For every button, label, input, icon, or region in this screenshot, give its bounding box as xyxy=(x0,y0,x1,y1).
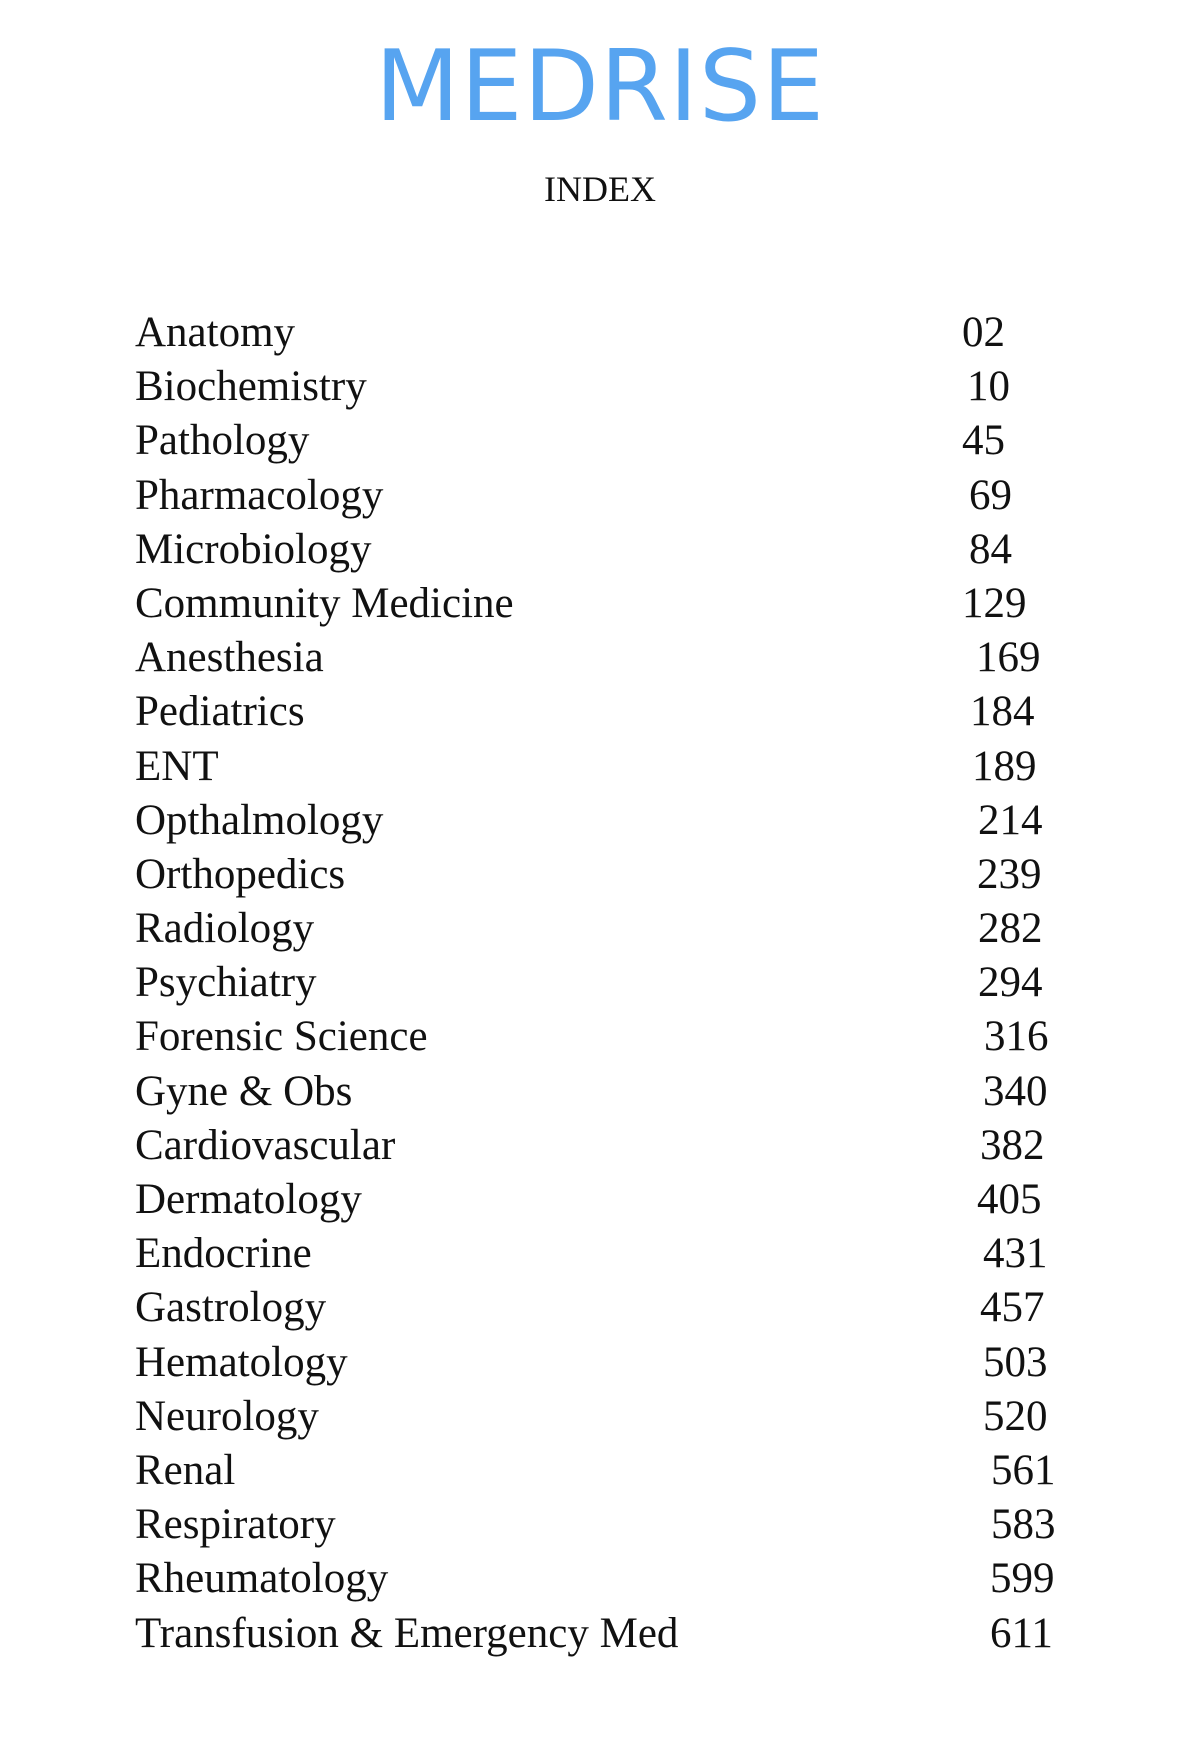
index-page-number: 405 xyxy=(977,1176,1042,1223)
index-subject: Respiratory xyxy=(135,1501,336,1549)
index-row xyxy=(135,685,1095,739)
index-row xyxy=(135,1119,1095,1173)
index-subject: Forensic Science xyxy=(135,1013,428,1061)
index-list xyxy=(135,306,1095,1661)
index-row xyxy=(135,1010,1095,1064)
index-page-number: 214 xyxy=(978,796,1043,844)
index-subject: Neurology xyxy=(135,1392,319,1440)
index-row xyxy=(135,1173,1095,1227)
index-subject: Biochemistry xyxy=(135,363,367,411)
index-row xyxy=(135,1498,1095,1552)
index-row xyxy=(135,306,1095,360)
index-row xyxy=(135,848,1095,902)
index-page-number: 169 xyxy=(976,634,1041,682)
index-heading: INDEX xyxy=(544,169,656,209)
index-row xyxy=(135,631,1095,685)
index-row xyxy=(135,1607,1095,1661)
index-row xyxy=(135,577,1095,631)
index-row xyxy=(135,1281,1095,1335)
index-row xyxy=(135,1336,1095,1390)
index-page-number: 239 xyxy=(977,850,1042,898)
index-subject: ENT xyxy=(135,742,219,790)
index-subject: Orthopedics xyxy=(135,850,346,898)
index-page-number: 340 xyxy=(983,1067,1048,1115)
index-subject: Microbiology xyxy=(135,525,372,573)
index-row xyxy=(135,469,1095,523)
index-subject: Psychiatry xyxy=(135,959,317,1007)
index-subject: Endocrine xyxy=(135,1230,312,1278)
index-subject: Gyne & Obs xyxy=(135,1067,353,1115)
index-page-number: 457 xyxy=(980,1284,1045,1332)
index-page-number: 45 xyxy=(962,417,1005,465)
index-row xyxy=(135,523,1095,577)
index-row xyxy=(135,1444,1095,1498)
index-page-number: 184 xyxy=(970,688,1035,736)
index-subject: Radiology xyxy=(135,905,315,953)
index-page-number: 520 xyxy=(983,1392,1048,1440)
index-subject: Hematology xyxy=(135,1338,348,1386)
index-subject: Anesthesia xyxy=(135,634,324,682)
index-page-number: 129 xyxy=(962,579,1027,627)
index-page-number: 503 xyxy=(983,1338,1048,1386)
index-row xyxy=(135,956,1095,1010)
index-subject: Anatomy xyxy=(135,309,296,356)
index-subject: Dermatology xyxy=(135,1176,362,1223)
index-subject: Gastrology xyxy=(135,1284,327,1332)
index-page-number: 561 xyxy=(991,1446,1056,1494)
index-row xyxy=(135,902,1095,956)
index-subject: Pathology xyxy=(135,417,310,465)
index-row xyxy=(135,360,1095,414)
index-row xyxy=(135,740,1095,794)
index-page-number: 382 xyxy=(980,1121,1045,1169)
index-page-number: 316 xyxy=(984,1013,1049,1061)
index-subject: Renal xyxy=(135,1446,236,1494)
index-row xyxy=(135,1065,1095,1119)
index-subject: Rheumatology xyxy=(135,1555,389,1603)
index-subject: Opthalmology xyxy=(135,796,384,844)
index-page-number: 69 xyxy=(969,471,1012,519)
index-subject: Pediatrics xyxy=(135,688,305,736)
index-page-number: 02 xyxy=(962,309,1005,356)
index-row xyxy=(135,414,1095,468)
index-page-number: 84 xyxy=(969,525,1012,573)
index-page-number: 189 xyxy=(972,742,1037,790)
index-page-number: 10 xyxy=(967,363,1010,411)
index-subject: Transfusion & Emergency Med xyxy=(135,1609,679,1657)
index-subject: Community Medicine xyxy=(135,579,514,627)
index-row xyxy=(135,1552,1095,1606)
index-row xyxy=(135,794,1095,848)
page-title: MEDRISE xyxy=(374,30,826,144)
index-page-number: 599 xyxy=(990,1555,1055,1603)
index-page-number: 294 xyxy=(978,959,1043,1007)
index-row xyxy=(135,1227,1095,1281)
index-page-number: 431 xyxy=(983,1230,1048,1278)
index-page-number: 583 xyxy=(991,1501,1056,1549)
index-page-number: 611 xyxy=(990,1609,1053,1657)
index-row xyxy=(135,1390,1095,1444)
index-subject: Cardiovascular xyxy=(135,1121,396,1169)
index-subject: Pharmacology xyxy=(135,471,384,519)
index-page-number: 282 xyxy=(978,905,1043,953)
